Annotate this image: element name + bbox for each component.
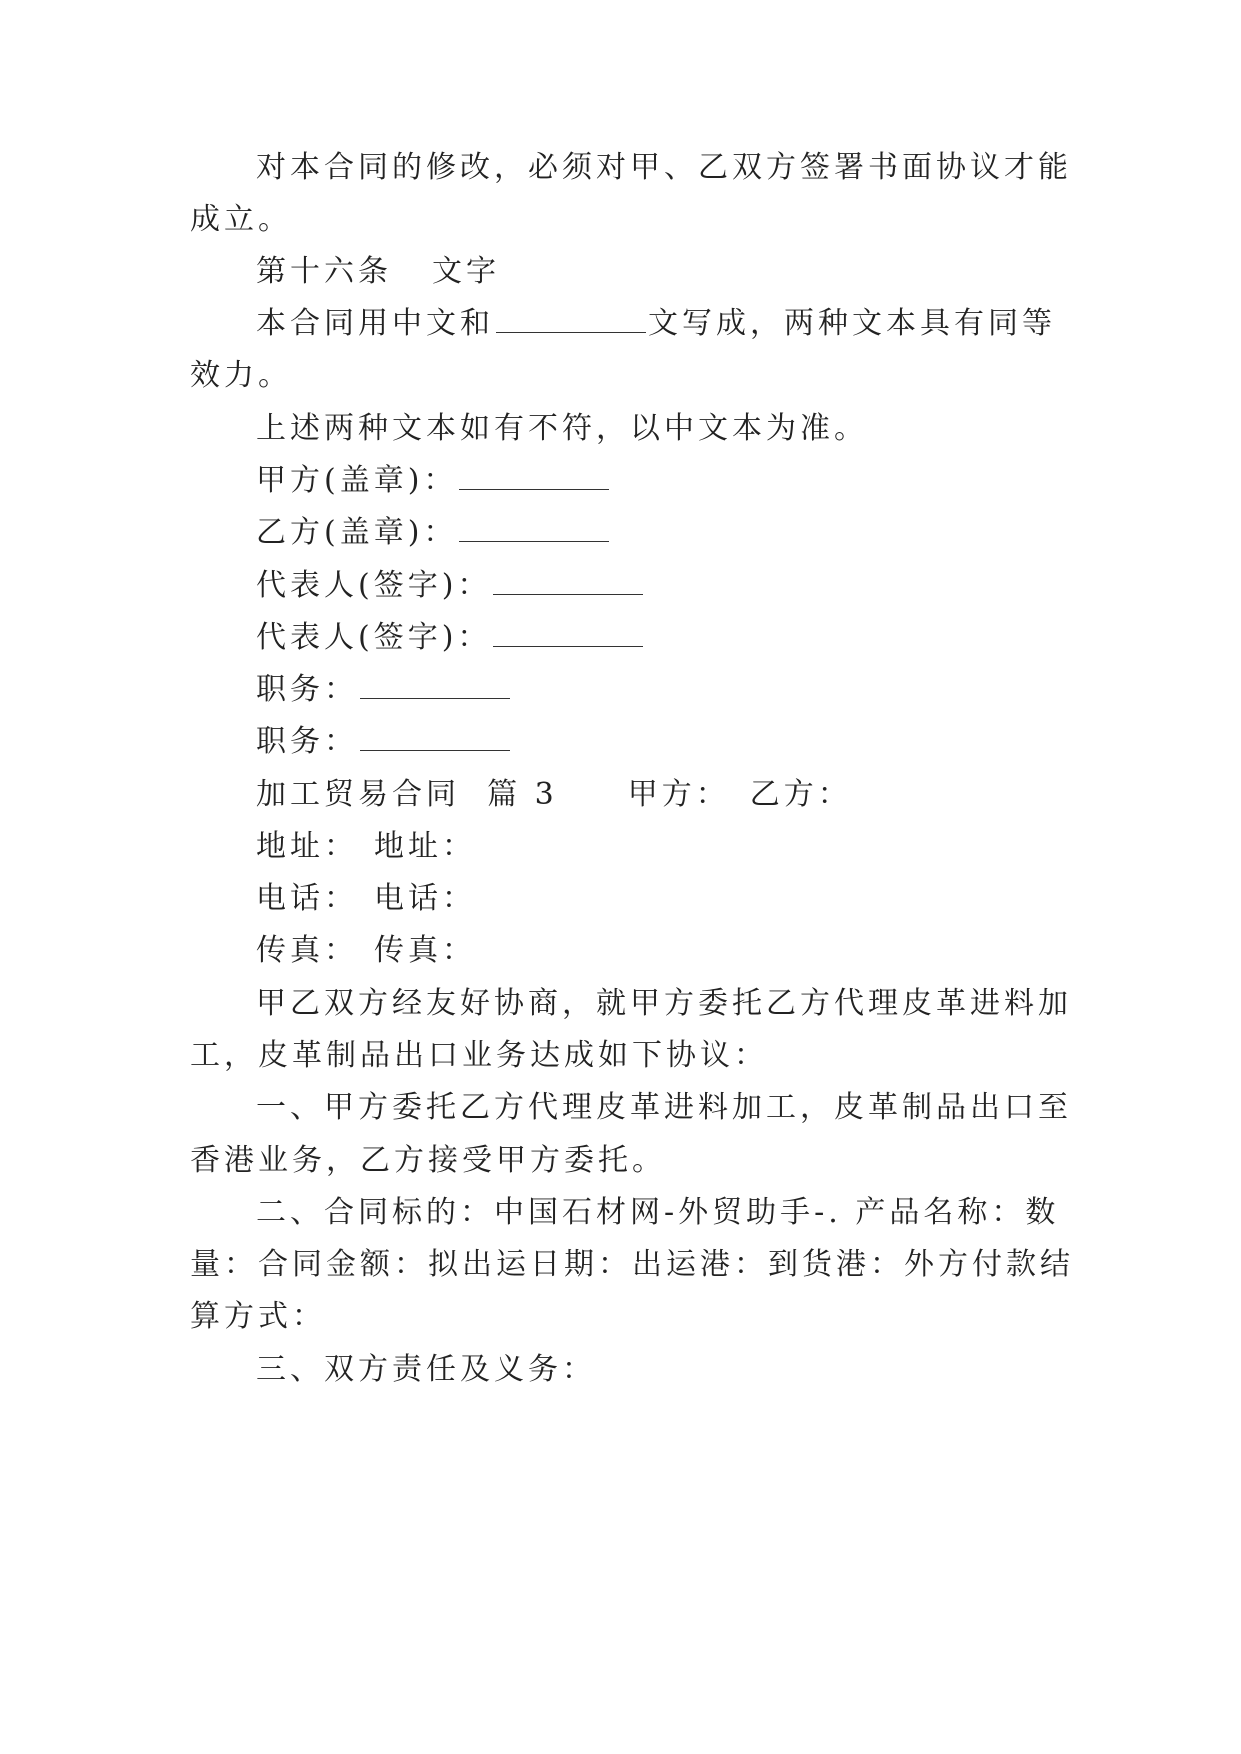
text: 工，皮革制品出口业务达成如下协议： <box>190 1038 768 1073</box>
text: 算方式： <box>190 1299 326 1334</box>
party-a-phone-label: 电话： <box>256 881 358 916</box>
party-a-seal-blank <box>459 463 609 490</box>
language-clause-line-2 <box>190 356 1050 396</box>
contract-3-heading <box>256 775 1116 815</box>
text: 量：合同金额：拟出运日期：出运港：到货港：外方付款结 <box>190 1247 1074 1282</box>
text: 上述两种文本如有不符，以中文本为准。 <box>256 411 868 446</box>
position-b-blank <box>360 724 510 751</box>
article-title: 文字 <box>432 254 500 289</box>
party-a-fax-label: 传真： <box>256 933 358 968</box>
fax-line <box>256 931 1116 971</box>
language-clause-line-1 <box>256 304 1116 344</box>
text: 对本合同的修改，必须对甲、乙双方签署书面协议才能 <box>256 150 1072 185</box>
article-number: 第十六条 <box>256 254 392 289</box>
text: 甲乙双方经友好协商，就甲方委托乙方代理皮革进料加 <box>256 986 1072 1021</box>
position-b-line <box>256 722 1116 762</box>
text: 本合同用中文和 <box>256 306 494 341</box>
preamble-line-2 <box>190 1036 1050 1076</box>
preamble-line-1 <box>256 984 1116 1024</box>
clause-1-line-1 <box>256 1088 1116 1128</box>
paragraph-amendment-line-2 <box>190 200 1050 240</box>
text: 香港业务，乙方接受甲方委托。 <box>190 1143 666 1178</box>
party-b-label: 乙方： <box>749 777 852 812</box>
representative-a-blank <box>493 568 643 595</box>
label: 职务： <box>256 672 358 707</box>
phone-line <box>256 879 1116 919</box>
paragraph-amendment-line-1 <box>256 148 1116 188</box>
representative-b-blank <box>493 620 643 647</box>
label: 职务： <box>256 724 358 759</box>
contract-title: 加工贸易合同 篇 3 <box>256 777 558 812</box>
clause-1-line-2 <box>190 1141 1050 1181</box>
party-b-address-label: 地址： <box>374 829 476 864</box>
label: 代表人(签字)： <box>256 568 492 603</box>
party-b-seal-blank <box>459 515 609 542</box>
clause-2-line-2 <box>190 1245 1074 1285</box>
text: 效力。 <box>190 358 292 393</box>
address-line <box>256 827 1116 867</box>
label: 甲方(盖章)： <box>256 463 458 498</box>
text: 文写成，两种文本具有同等 <box>648 306 1056 341</box>
position-a-blank <box>360 672 510 699</box>
text: 二、合同标的：中国石材网-外贸助手-. 产品名称：数 <box>256 1195 1060 1230</box>
party-a-address-label: 地址： <box>256 829 358 864</box>
clause-3-heading <box>256 1350 1116 1390</box>
party-a-label: 甲方： <box>627 777 730 812</box>
party-b-fax-label: 传真： <box>374 933 476 968</box>
precedence-clause <box>256 409 1116 449</box>
clause-2-line-1 <box>256 1193 1116 1233</box>
representative-b-signature-line <box>256 618 1116 658</box>
article-16-heading <box>256 252 1116 292</box>
clause-2-line-3 <box>190 1297 1050 1337</box>
label: 代表人(签字)： <box>256 620 492 655</box>
party-a-seal-line <box>256 461 1116 501</box>
position-a-line <box>256 670 1116 710</box>
text: 成立。 <box>190 202 292 237</box>
party-b-phone-label: 电话： <box>374 881 476 916</box>
text: 三、双方责任及义务： <box>256 1352 596 1387</box>
representative-a-signature-line <box>256 566 1116 606</box>
text: 一、甲方委托乙方代理皮革进料加工，皮革制品出口至 <box>256 1090 1072 1125</box>
party-b-seal-line <box>256 513 1116 553</box>
label: 乙方(盖章)： <box>256 515 458 550</box>
language-blank <box>496 306 646 333</box>
